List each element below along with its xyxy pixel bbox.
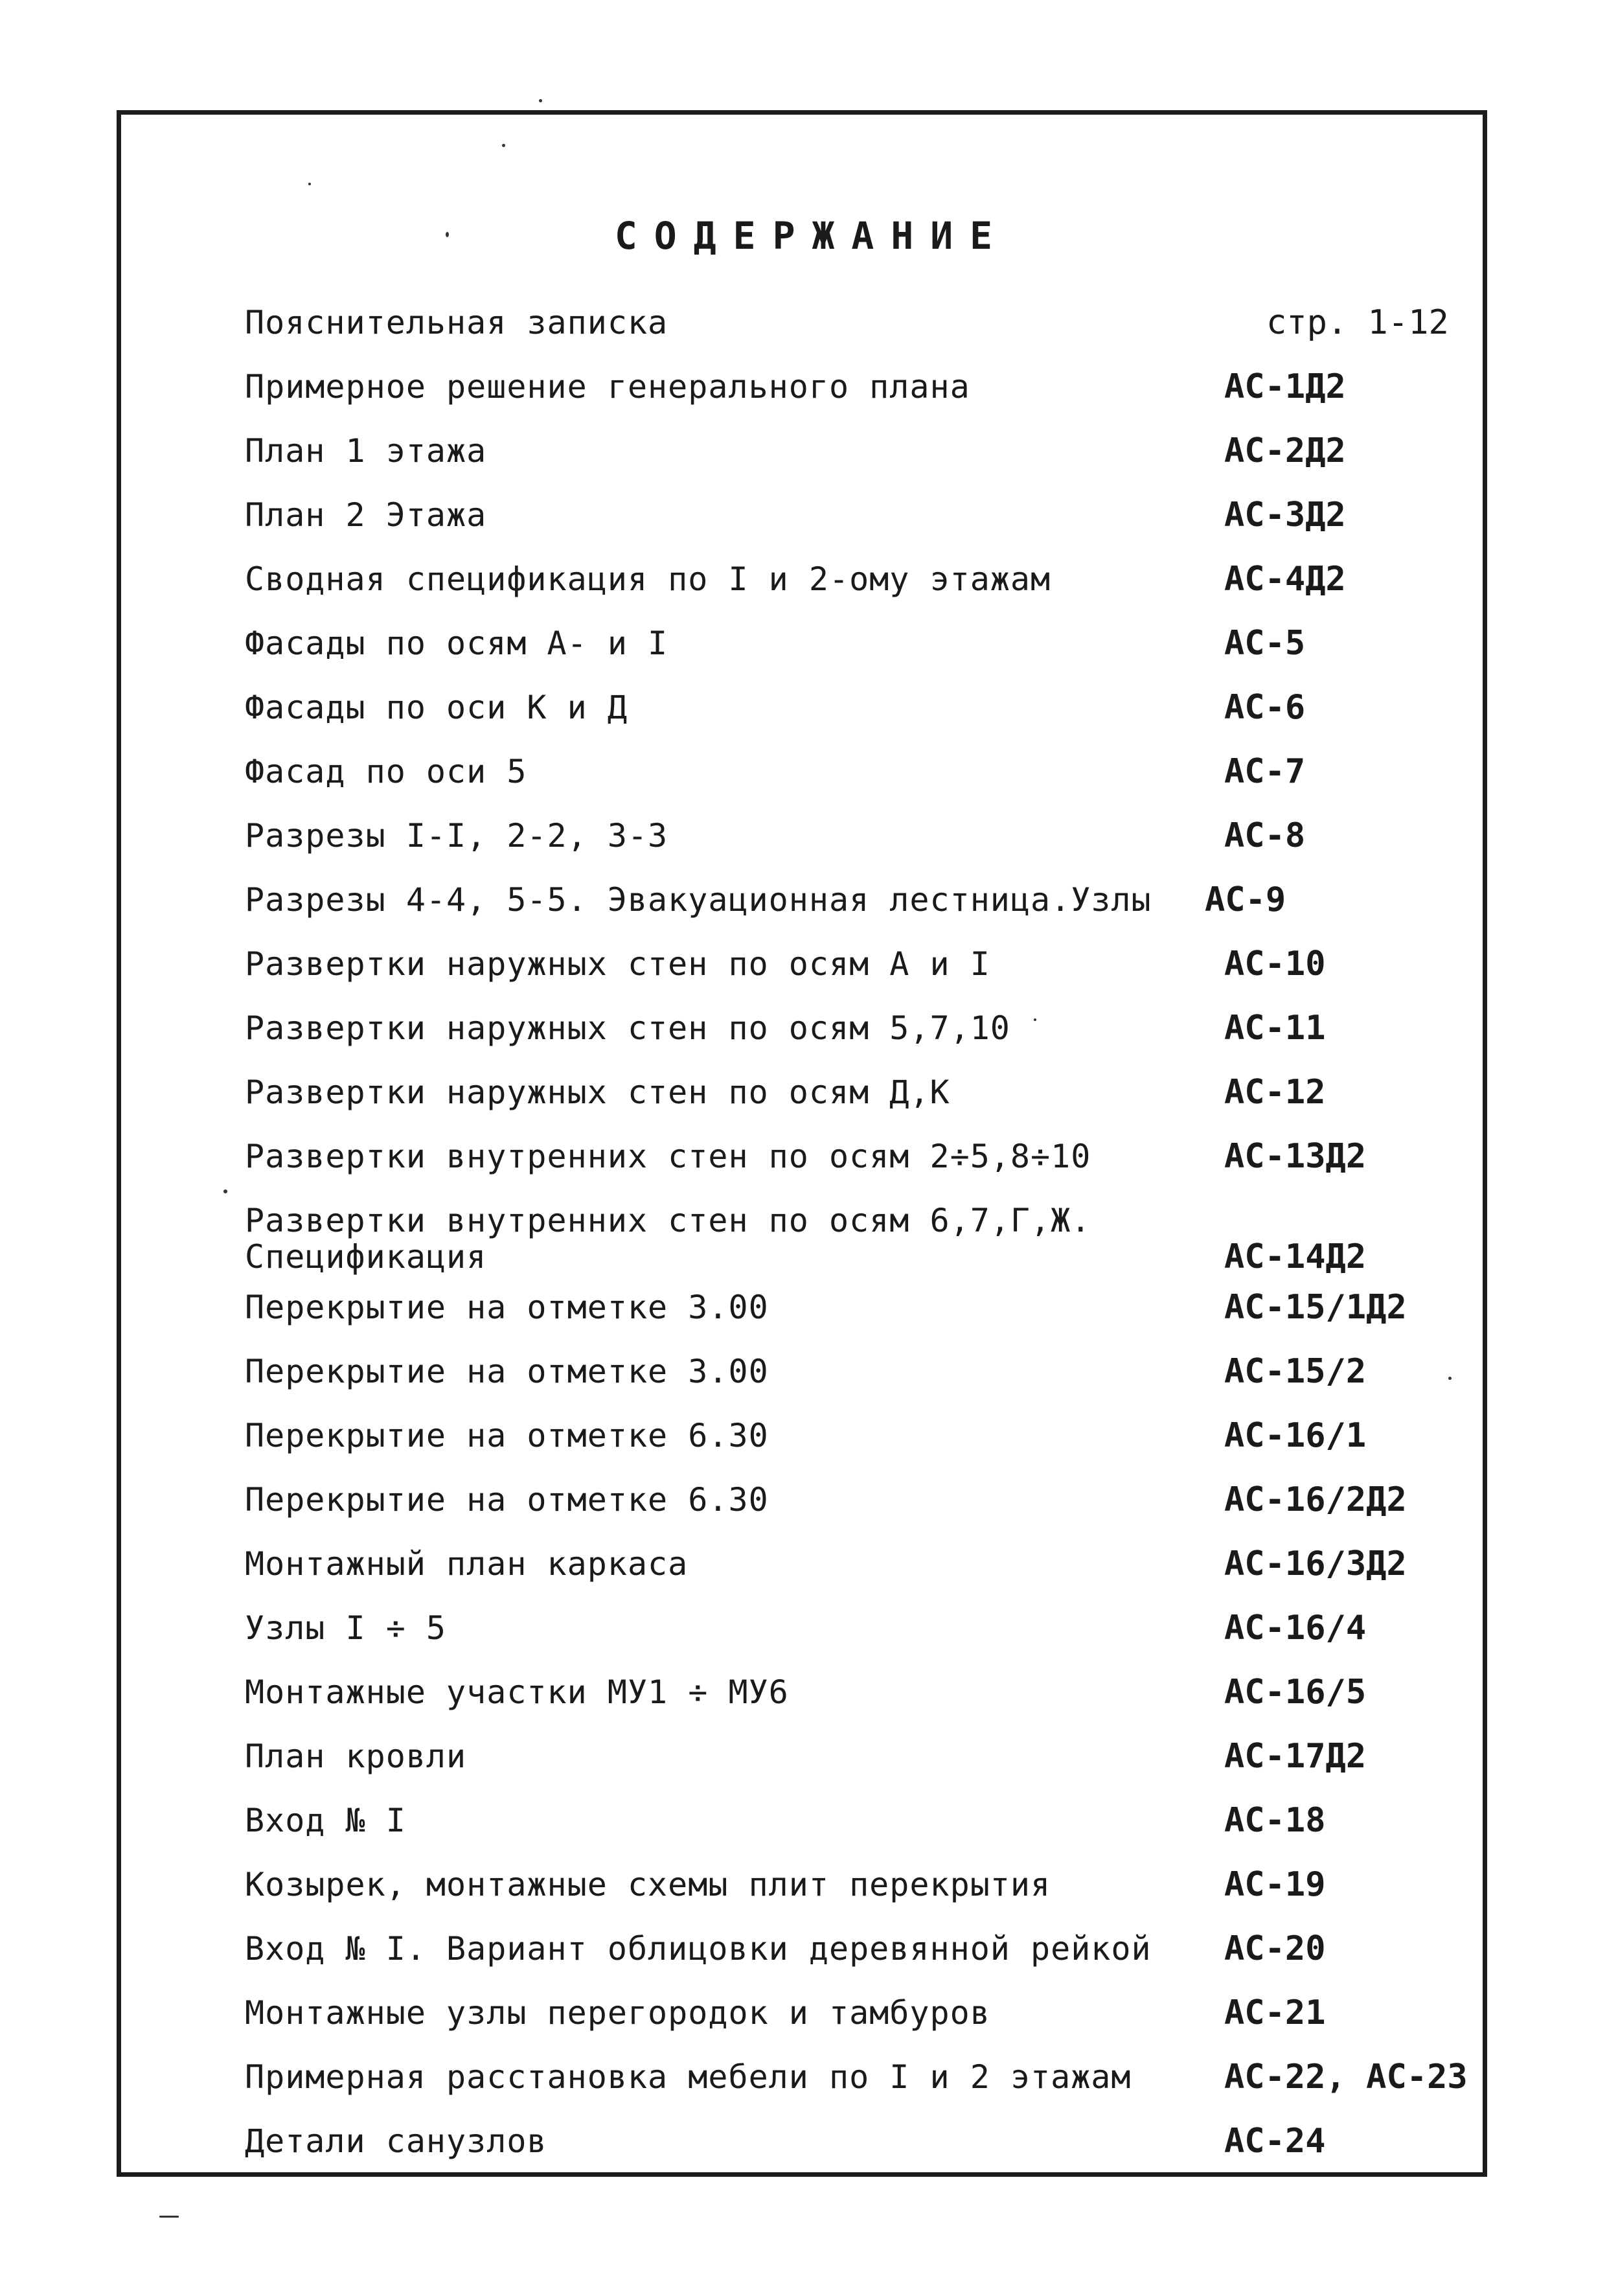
toc-entry-label-line2: Спецификация — [245, 1238, 487, 1276]
toc-entry-label: Детали санузлов — [245, 2122, 547, 2160]
toc-entry-code: АС-7 — [1224, 752, 1306, 791]
toc-entry-label: Развертки наружных стен по осям А и I — [245, 945, 990, 983]
toc-entry-code: АС-15/2 — [1224, 1352, 1367, 1391]
toc-entry-code: АС-13Д2 — [1224, 1137, 1367, 1176]
toc-entry-label: Развертки внутренних стен по осям 2÷5,8÷10 — [245, 1138, 1091, 1175]
toc-entry-code: АС-5 — [1224, 624, 1306, 663]
scan-speck — [446, 232, 449, 237]
toc-entry-code: АС-14Д2 — [1224, 1237, 1367, 1276]
toc-row — [0, 369, 1607, 427]
toc-entry-code: АС-9 — [1205, 880, 1286, 919]
toc-entry-label: Фасад по оси 5 — [245, 753, 527, 790]
toc-row — [0, 1138, 1607, 1197]
toc-row — [0, 753, 1607, 812]
toc-entry-code: АС-21 — [1224, 1993, 1326, 2032]
toc-row — [0, 1931, 1607, 1989]
toc-row — [0, 497, 1607, 555]
toc-entry-code: АС-16/1 — [1224, 1416, 1367, 1455]
toc-entry-code: АС-16/4 — [1224, 1609, 1367, 1647]
toc-entry-label: Перекрытие на отметке 6.30 — [245, 1481, 769, 1519]
toc-entry-label: Монтажный план каркаса — [245, 1545, 689, 1583]
toc-entry-code: АС-16/2Д2 — [1224, 1480, 1407, 1519]
toc-row — [0, 1802, 1607, 1861]
toc-entry-code: АС-11 — [1224, 1009, 1326, 1048]
toc-entry-label: Монтажные участки МУ1 ÷ МУ6 — [245, 1673, 789, 1711]
toc-row — [0, 2059, 1607, 2117]
toc-row — [0, 1674, 1607, 1732]
toc-entry-label: Пояснительная записка — [245, 304, 668, 341]
toc-entry-label: Разрезы 4-4, 5-5. Эвакуационная лестница.Узлы — [245, 881, 1152, 919]
toc-entry-code: АС-12 — [1224, 1073, 1326, 1112]
toc-entry-code: стр. 1-12 — [1266, 303, 1449, 342]
toc-entry-code: АС-1Д2 — [1224, 367, 1346, 406]
toc-entry-label: Вход № I. Вариант облицовки деревянной рейкой — [245, 1930, 1152, 1968]
toc-row — [0, 1738, 1607, 1797]
toc-entry-code: АС-16/5 — [1224, 1673, 1367, 1712]
toc-row — [0, 1482, 1607, 1540]
toc-entry-code: АС-4Д2 — [1224, 560, 1346, 599]
toc-entry-label: Примерная расстановка мебели по I и 2 этажам — [245, 2058, 1132, 2096]
toc-entry-label: План 2 Этажа — [245, 496, 487, 534]
toc-entry-label: Вход № I — [245, 1802, 406, 1839]
scan-speck — [1448, 1377, 1452, 1380]
toc-row — [0, 1074, 1607, 1132]
toc-row — [0, 304, 1607, 363]
toc-entry-label: План 1 этажа — [245, 432, 487, 470]
toc-row — [0, 818, 1607, 876]
scan-speck — [159, 2216, 179, 2218]
toc-entry-label: Перекрытие на отметке 3.00 — [245, 1289, 769, 1326]
toc-entry-code: АС-20 — [1224, 1929, 1326, 1968]
toc-entry-label: Фасады по осям А- и I — [245, 625, 668, 662]
toc-row — [0, 1289, 1607, 1348]
toc-entry-label: Разрезы I-I, 2-2, 3-3 — [245, 817, 668, 855]
toc-row — [0, 946, 1607, 1004]
toc-row — [0, 561, 1607, 619]
toc-entry-label: Козырек, монтажные схемы плит перекрытия — [245, 1866, 1051, 1903]
toc-entry-code: АС-22, АС-23 — [1224, 2058, 1468, 2096]
toc-entry-code: АС-16/3Д2 — [1224, 1544, 1407, 1583]
toc-row — [0, 1610, 1607, 1668]
toc-entry-label: Перекрытие на отметке 6.30 — [245, 1417, 769, 1454]
toc-entry-label: Узлы I ÷ 5 — [245, 1609, 447, 1647]
toc-entry-code: АС-17Д2 — [1224, 1737, 1367, 1776]
toc-entry-code: АС-6 — [1224, 688, 1306, 727]
toc-row — [0, 433, 1607, 491]
toc-row — [0, 1866, 1607, 1925]
toc-entry-code: АС-3Д2 — [1224, 496, 1346, 534]
toc-row — [0, 1995, 1607, 2053]
toc-entry-code: АС-8 — [1224, 816, 1306, 855]
toc-entry-label: Монтажные узлы перегородок и тамбуров — [245, 1994, 990, 2032]
toc-row — [0, 689, 1607, 748]
toc-row — [0, 1546, 1607, 1604]
toc-entry-label — [245, 1202, 1091, 1275]
toc-entry-label: План кровли — [245, 1738, 467, 1775]
toc-entry-code: АС-18 — [1224, 1801, 1326, 1840]
scan-speck — [223, 1189, 227, 1193]
toc-entry-label-line1: Развертки внутренних стен по осям 6,7,Г,Ж. — [245, 1202, 1091, 1239]
toc-row — [0, 1010, 1607, 1068]
toc-entry-code: АС-2Д2 — [1224, 431, 1346, 470]
toc-entry-code: АС-15/1Д2 — [1224, 1288, 1407, 1327]
toc-row — [0, 625, 1607, 683]
toc-entry-code: АС-19 — [1224, 1865, 1326, 1904]
toc-entry-label: Развертки наружных стен по осям Д,К — [245, 1073, 950, 1111]
toc-row — [0, 882, 1607, 940]
toc-row — [0, 1202, 1607, 1280]
toc-entry-label: Фасады по оси К и Д — [245, 689, 628, 726]
toc-row — [0, 1353, 1607, 1412]
toc-row — [0, 1418, 1607, 1476]
scan-speck — [308, 183, 311, 185]
toc-row — [0, 2123, 1607, 2181]
toc-entry-label: Развертки наружных стен по осям 5,7,10 — [245, 1009, 1010, 1047]
toc-entry-label: Перекрытие на отметке 3.00 — [245, 1353, 769, 1390]
scan-speck — [539, 99, 542, 102]
toc-entry-code: АС-10 — [1224, 945, 1326, 983]
scan-speck — [502, 144, 505, 147]
toc-entry-label: Примерное решение генерального плана — [245, 368, 970, 406]
document-title: СОДЕРЖАНИЕ — [614, 214, 1010, 258]
toc-entry-label: Сводная спецификация по I и 2-ому этажам — [245, 560, 1051, 598]
scan-speck — [1034, 1018, 1036, 1021]
toc-entry-code: АС-24 — [1224, 2122, 1326, 2161]
